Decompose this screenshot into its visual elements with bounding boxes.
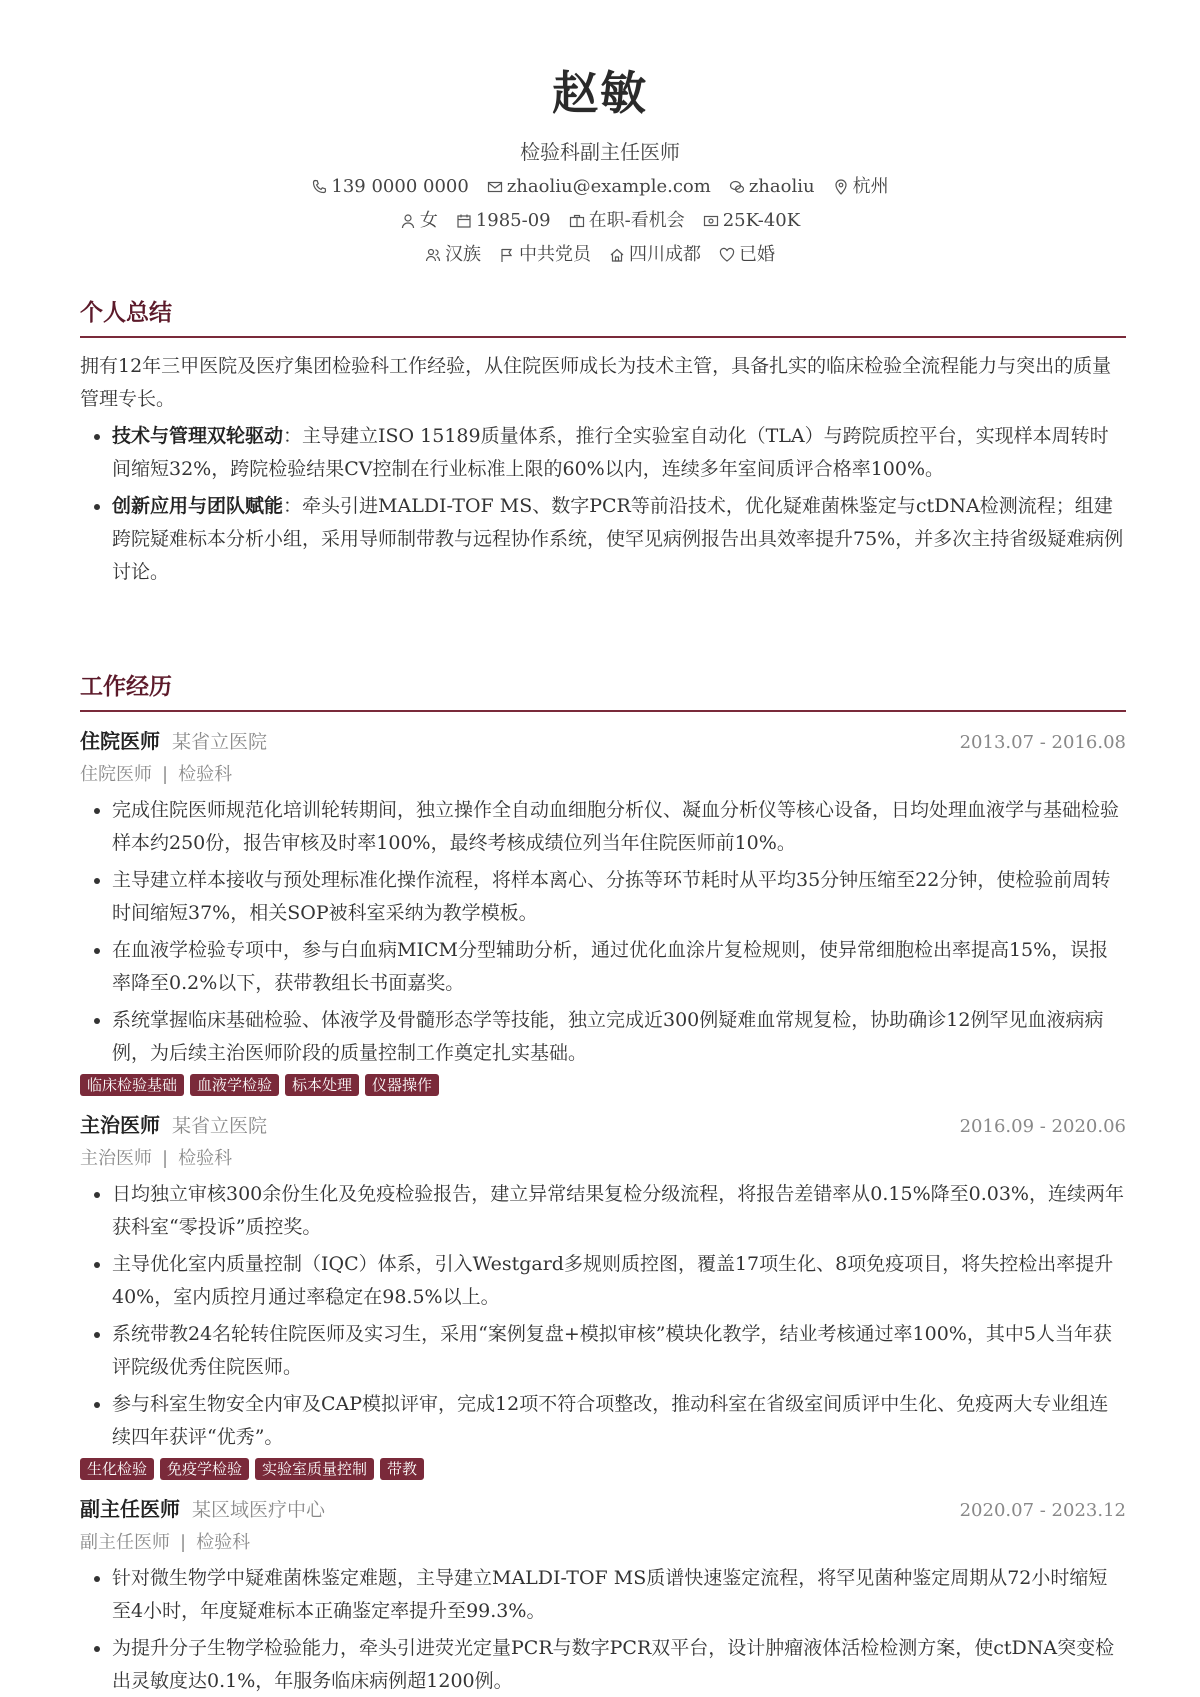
gender-text: 女 [419,210,438,231]
marital-item [719,242,775,268]
job-date: 2013.07 - 2016.08 [959,732,1126,753]
contact-row [0,174,1200,200]
job-dept: 检验科 [196,1532,251,1553]
job-org: 某省立医院 [172,1115,268,1137]
skill-tag: 临床检验基础 [80,1074,184,1096]
candidate-name: 赵敏 [552,66,648,120]
job-bullet: • 主导建立样本接收与预处理标准化操作流程，将样本离心、分拣等环节耗时从平均35分钟压缩至22分钟，使检验前周转时间缩短37%，相关SOP被科室采纳为教学模板。 [112,864,1126,930]
job-separator: | [162,1148,169,1169]
job-bullet: • 针对微生物学中疑难菌株鉴定难题，主导建立MALDI-TOF MS质谱快速鉴定流程，将罕见菌种鉴定周期从72小时缩短至4小时，年度疑难标本正确鉴定率提升至99.3%。 [112,1562,1126,1628]
mail-icon [487,179,503,195]
basic-info-row [0,208,1200,234]
skill-tag: 免疫学检验 [160,1458,249,1480]
summary-bullets [80,420,1126,589]
summary-heading: 个人总结 [80,296,1126,338]
job-subtitle [80,760,1126,790]
person-icon [400,213,416,229]
job-role: 住院医师 [80,729,160,753]
job-date: 2016.09 - 2020.06 [959,1116,1126,1137]
wechat-text: zhaoliu [748,176,815,197]
flag-icon [499,247,515,263]
ethnicity-text: 汉族 [445,244,481,265]
ethnicity-item [425,242,481,268]
birth-text: 1985-09 [475,210,551,231]
heart-icon [719,247,735,263]
job-entry [80,1110,1126,1480]
hometown-text: 四川成都 [629,244,701,265]
status-text: 在职-看机会 [588,210,685,231]
skill-tag: 标本处理 [285,1074,359,1096]
people-icon [425,247,441,263]
phone-item[interactable] [311,174,468,200]
job-dept: 检验科 [178,1148,233,1169]
summary-bullet-label: 技术与管理双轮驱动 [112,425,284,447]
salary-text: 25K-40K [722,210,801,231]
skill-tag: 仪器操作 [365,1074,439,1096]
job-subtitle [80,1528,1126,1558]
job-dept: 检验科 [178,764,233,785]
job-bullet: • 系统掌握临床基础检验、体液学及骨髓形态学等技能，独立完成近300例疑难血常规复检，协助确诊12例罕见血液病病例，为后续主治医师阶段的质量控制工作奠定扎实基础。 [112,1004,1126,1070]
job-role: 副主任医师 [80,1497,180,1521]
job-position: 主治医师 [80,1148,152,1169]
summary-bullet-text: ：牵头引进MALDI-TOF MS、数字PCR等前沿技术，优化疑难菌株鉴定与ctDNA检测流程；组建跨院疑难标本分析小组，采用导师制带教与远程协作系统，使罕见病例报告出具效率提升75%，并多次主持省级疑难病例讨论。 [112,495,1124,583]
job-tags [80,1074,1126,1096]
political-item [499,242,591,268]
location-icon [833,179,849,195]
political-text: 中共党员 [519,244,591,265]
gender-item [400,208,438,234]
status-item [569,208,685,234]
job-bullet: • 主导优化室内质量控制（IQC）体系，引入Westgard多规则质控图，覆盖17项生化、8项免疫项目，将失控检出率提升40%，室内质控月通过率稳定在98.5%以上。 [112,1248,1126,1314]
hometown-item [609,242,701,268]
job-entry [80,726,1126,1096]
summary-bullet [112,490,1126,589]
salary-item [703,208,800,234]
wechat-item [729,174,815,200]
job-tags [80,1458,1126,1480]
summary-bullet-label: 创新应用与团队赋能 [112,495,284,517]
skill-tag: 带教 [380,1458,424,1480]
job-bullet: • 完成住院医师规范化培训轮转期间，独立操作全自动血细胞分析仪、凝血分析仪等核心设备，日均处理血液学与基础检验样本约250份，报告审核及时率100%，最终考核成绩位列当年住院医师前10%。 [112,794,1126,860]
resume-header [0,0,1200,268]
job-org: 某省立医院 [172,731,268,753]
job-bullets [80,1562,1126,1697]
email-text: zhaoliu@example.com [506,176,711,197]
salary-icon [703,213,719,229]
summary-bullet [112,420,1126,486]
phone-icon [311,179,327,195]
job-header [80,1110,1126,1142]
job-position: 副主任医师 [80,1532,170,1553]
job-bullet: • 在血液学检验专项中，参与白血病MICM分型辅助分析，通过优化血涂片复检规则，使异常细胞检出率提高15%，误报率降至0.2%以下，获带教组长书面嘉奖。 [112,934,1126,1000]
wechat-icon [729,179,745,195]
job-subtitle [80,1144,1126,1174]
job-separator: | [180,1532,187,1553]
email-item[interactable] [487,174,711,200]
job-role: 主治医师 [80,1113,160,1137]
job-bullet: • 系统带教24名轮转住院医师及实习生，采用“案例复盘+模拟审核”模块化教学，结业考核通过率100%，其中5人当年获评院级优秀住院医师。 [112,1318,1126,1384]
job-position: 住院医师 [80,764,152,785]
experience-heading: 工作经历 [80,670,1126,712]
home-icon [609,247,625,263]
briefcase-icon [569,213,585,229]
job-org: 某区域医疗中心 [192,1499,326,1521]
job-bullets [80,794,1126,1070]
birth-item [456,208,551,234]
job-header [80,1494,1126,1526]
personal-info-row [0,242,1200,268]
job-bullet: • 为提升分子生物学检验能力，牵头引进荧光定量PCR与数字PCR双平台，设计肿瘤液体活检检测方案，使ctDNA突变检出灵敏度达0.1%，年服务临床病例超1200例。 [112,1632,1126,1697]
job-header [80,726,1126,758]
experience-section [80,670,1126,1697]
calendar-icon [456,213,472,229]
job-title: 检验科副主任医师 [520,140,680,164]
job-date: 2020.07 - 2023.12 [959,1500,1126,1521]
location-item [833,174,889,200]
job-entry [80,1494,1126,1697]
job-bullet: • 参与科室生物安全内审及CAP模拟评审，完成12项不符合项整改，推动科室在省级室间质评中生化、免疫两大专业组连续四年获评“优秀”。 [112,1388,1126,1454]
job-separator: | [162,764,169,785]
marital-text: 已婚 [739,244,775,265]
job-bullet: • 日均独立审核300余份生化及免疫检验报告，建立异常结果复检分级流程，将报告差错率从0.15%降至0.03%，连续两年获科室“零投诉”质控奖。 [112,1178,1126,1244]
location-text: 杭州 [852,176,889,197]
skill-tag: 血液学检验 [190,1074,279,1096]
summary-section [80,296,1126,593]
skill-tag: 实验室质量控制 [255,1458,374,1480]
summary-bullet-text: ：主导建立ISO 15189质量体系，推行全实验室自动化（TLA）与跨院质控平台，实现样本周转时间缩短32%，跨院检验结果CV控制在行业标准上限的60%以内，连续多年室间质评合格率100%。 [112,425,1109,480]
phone-text: 139 0000 0000 [331,176,469,197]
summary-intro: 拥有12年三甲医院及医疗集团检验科工作经验，从住院医师成长为技术主管，具备扎实的临床检验全流程能力与突出的质量管理专长。 [80,355,1112,410]
job-bullets [80,1178,1126,1454]
skill-tag: 生化检验 [80,1458,154,1480]
